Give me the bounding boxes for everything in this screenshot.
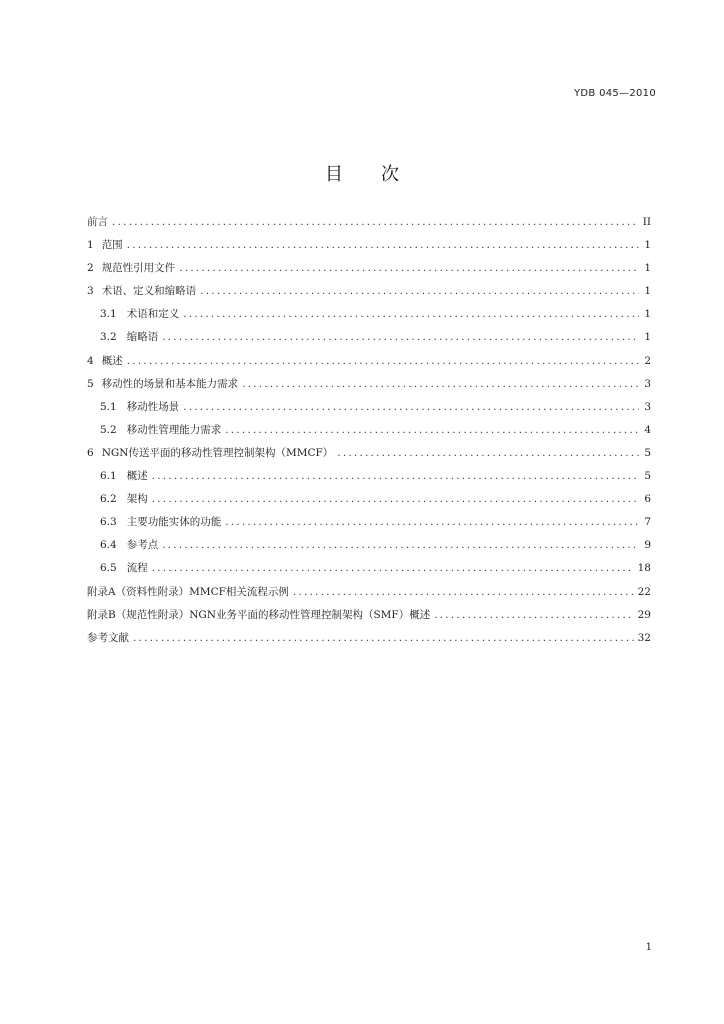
toc-entry-number: 3.1 [100, 308, 117, 321]
dot-leader [127, 354, 639, 368]
dot-leader [162, 538, 639, 552]
toc-entry-page: II [642, 216, 651, 228]
toc-entry-page: 32 [637, 631, 651, 644]
toc-entry-label [100, 469, 148, 483]
toc-entry-text: 概述 [101, 354, 123, 367]
dot-leader [179, 261, 639, 275]
toc-entry-text: 前言 [87, 216, 108, 228]
dot-leader [162, 330, 639, 344]
dot-leader [242, 377, 639, 391]
dot-leader [152, 492, 639, 506]
toc-entry-label [87, 238, 123, 252]
toc-entry-label [87, 215, 108, 229]
toc-entry-text: 移动性的场景和基本能力需求 [101, 377, 239, 390]
toc-entry[interactable] [87, 215, 651, 229]
toc-entry-number: 1 [87, 239, 94, 252]
dot-leader [434, 608, 633, 622]
toc-entry-page: 18 [637, 562, 651, 575]
toc-entry-number: 3 [87, 285, 94, 298]
toc-entry-number: 5.1 [100, 400, 117, 413]
toc-entry-page: 7 [644, 516, 651, 529]
toc-entry-number: 4 [87, 354, 94, 367]
toc-entry[interactable] [87, 608, 651, 622]
toc-entry-number: 5.2 [100, 423, 117, 436]
toc-entry-number: 3.2 [100, 331, 117, 344]
toc-entry-page: 6 [644, 493, 651, 506]
toc-entry-page: 5 [644, 470, 651, 483]
table-of-contents [87, 215, 651, 654]
dot-leader [225, 423, 639, 437]
toc-entry[interactable] [87, 377, 651, 391]
toc-entry-page: 3 [644, 400, 651, 413]
toc-entry[interactable] [87, 492, 651, 506]
toc-entry-label [87, 446, 333, 460]
toc-entry-page: 22 [637, 585, 651, 598]
toc-entry-text: 主要功能实体的功能 [126, 516, 222, 529]
toc-entry[interactable] [87, 446, 651, 460]
toc-entry-text: 范围 [101, 239, 123, 252]
toc-entry-text: 术语和定义 [126, 308, 180, 321]
toc-entry-label [87, 631, 129, 645]
toc-entry-text: 流程 [126, 562, 148, 575]
toc-entry[interactable] [87, 423, 651, 437]
toc-entry[interactable] [87, 469, 651, 483]
toc-entry-label [87, 608, 430, 622]
toc-entry[interactable] [87, 561, 651, 575]
dot-leader [152, 469, 639, 483]
toc-entry[interactable] [87, 515, 651, 529]
toc-entry-label [100, 561, 148, 575]
toc-entry-label [100, 400, 179, 414]
toc-entry-label [100, 492, 148, 506]
toc-entry-text: 规范性引用文件 [101, 262, 176, 275]
toc-entry-label [87, 377, 238, 391]
toc-entry-page: 1 [644, 262, 651, 275]
dot-leader [337, 446, 639, 460]
toc-entry-text: 术语、定义和缩略语 [101, 285, 197, 298]
toc-entry-page: 1 [644, 239, 651, 252]
toc-entry-label [87, 585, 289, 599]
toc-entry-label [87, 354, 123, 368]
toc-entry[interactable] [87, 354, 651, 368]
page-number: 1 [645, 942, 652, 953]
toc-entry-number: 6.4 [100, 539, 117, 552]
toc-entry-text: NGN传送平面的移动性管理控制架构（MMCF） [101, 446, 334, 459]
toc-entry-text: 移动性场景 [126, 400, 180, 413]
toc-entry-number: 6.5 [100, 562, 117, 575]
toc-title: 目次 [325, 164, 437, 185]
dot-leader [225, 515, 639, 529]
toc-entry[interactable] [87, 261, 651, 275]
toc-entry-page: 29 [637, 608, 651, 621]
dot-leader [127, 238, 639, 252]
toc-entry[interactable] [87, 284, 651, 298]
toc-entry-page: 1 [644, 331, 651, 344]
toc-entry-page: 1 [644, 308, 651, 321]
toc-entry-number: 6 [87, 446, 94, 459]
toc-entry-label [87, 261, 175, 275]
dot-leader [293, 585, 634, 599]
toc-entry-text: 移动性管理能力需求 [126, 423, 222, 436]
toc-entry-text: 参考点 [126, 539, 159, 552]
toc-entry-page: 9 [644, 539, 651, 552]
toc-entry-page: 5 [644, 446, 651, 459]
toc-entry[interactable] [87, 538, 651, 552]
toc-entry-number: 6.1 [100, 470, 117, 483]
toc-entry-page: 4 [644, 423, 651, 436]
dot-leader [112, 215, 639, 229]
toc-entry[interactable] [87, 400, 651, 414]
toc-entry-page: 2 [644, 354, 651, 367]
dot-leader [183, 400, 639, 414]
toc-entry-number: 6.3 [100, 516, 117, 529]
toc-entry[interactable] [87, 585, 651, 599]
toc-entry-page: 3 [644, 377, 651, 390]
toc-entry[interactable] [87, 307, 651, 321]
toc-entry-label [100, 330, 158, 344]
toc-entry[interactable] [87, 631, 651, 645]
toc-entry-label [100, 307, 179, 321]
dot-leader [200, 284, 639, 298]
dot-leader [152, 561, 634, 575]
toc-entry-page: 1 [644, 285, 651, 298]
toc-entry-number: 6.2 [100, 493, 117, 506]
document-code: YDB 045—2010 [574, 88, 656, 99]
toc-entry-text: 架构 [126, 493, 148, 506]
toc-entry-label [100, 538, 158, 552]
toc-entry[interactable] [87, 330, 651, 344]
toc-entry-number: 5 [87, 377, 94, 390]
toc-entry-text: 附录B（规范性附录）NGN业务平面的移动性管理控制架构（SMF）概述 [87, 608, 431, 621]
toc-entry-label [87, 284, 196, 298]
toc-entry-label [100, 423, 221, 437]
toc-entry-text: 参考文献 [87, 631, 129, 644]
toc-entry-label [100, 515, 221, 529]
toc-entry[interactable] [87, 238, 651, 252]
toc-entry-text: 附录A（资料性附录）MMCF相关流程示例 [87, 585, 289, 598]
toc-entry-text: 概述 [126, 470, 148, 483]
dot-leader [133, 631, 634, 645]
dot-leader [183, 307, 639, 321]
toc-entry-number: 2 [87, 262, 94, 275]
toc-entry-text: 缩略语 [126, 331, 159, 344]
